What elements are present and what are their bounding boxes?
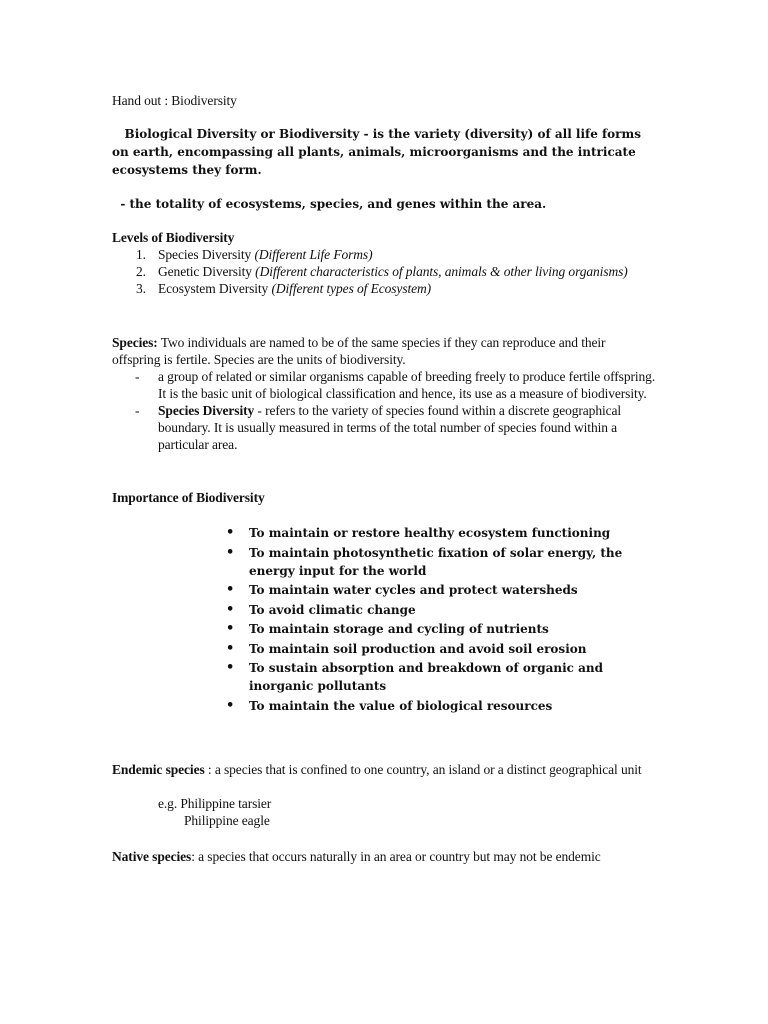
importance-item: To avoid climatic change: [249, 602, 416, 617]
importance-heading: Importance of Biodiversity: [112, 490, 265, 505]
level-name: Genetic Diversity: [158, 264, 256, 279]
example-eagle: Philippine eagle: [184, 813, 270, 828]
list-dash: -: [135, 403, 140, 418]
importance-item: To maintain the value of biological resources: [249, 698, 553, 713]
level-desc: (Different types of Ecosystem): [271, 281, 432, 296]
species-bullet-text: - refers to the variety of species found within a discrete geographical boundary. It is usually measured in terms of the total number of species found within a particular area.: [158, 403, 622, 452]
list-item: [112, 368, 657, 402]
level-name: Species Diversity: [158, 247, 255, 262]
list-item: [226, 581, 666, 599]
level-desc: (Different Life Forms): [254, 247, 373, 262]
example-tarsier: e.g. Philippine tarsier: [158, 796, 272, 811]
importance-item: To maintain or restore healthy ecosystem functioning: [249, 526, 611, 540]
bullet-icon: •: [226, 660, 235, 675]
totality-text: - the totality of ecosystems, species, and genes within the area.: [120, 197, 547, 211]
bullet-icon: •: [226, 621, 235, 636]
species-list: [112, 368, 657, 453]
level-name: Ecosystem Diversity: [158, 281, 272, 296]
bullet-icon: •: [226, 525, 235, 540]
totality-line: [112, 195, 657, 213]
biodiversity-definition: [112, 125, 657, 179]
list-item: [112, 246, 657, 263]
list-item: [226, 544, 666, 580]
endemic-term: Endemic species: [112, 762, 205, 777]
importance-item: To maintain soil production and avoid soil erosion: [249, 641, 587, 656]
list-item: [226, 524, 666, 542]
endemic-paragraph: [112, 761, 657, 778]
bullet-icon: •: [226, 582, 235, 597]
bullet-icon: •: [226, 697, 235, 713]
list-item: [112, 402, 657, 453]
importance-item: To maintain photosynthetic fixation of solar energy, the energy input for the world: [249, 545, 623, 578]
species-paragraph: [112, 334, 657, 368]
handout-title: Hand out : Biodiversity: [112, 93, 237, 108]
definition-term: Biological Diversity or Biodiversity: [124, 127, 360, 141]
species-bullet-text: a group of related or similar organisms capable of breeding freely to produce fertile offspring. It is the basic unit of biological classification and hence, its use as a measure of biodiversity.: [158, 369, 656, 401]
species-text: Two individuals are named to be of the same species if they can reproduce and their offspring is fertile. Species are the units of biodiversity.: [112, 335, 606, 367]
importance-item: To sustain absorption and breakdown of organic and inorganic pollutants: [249, 661, 604, 693]
levels-heading: Levels of Biodiversity: [112, 230, 235, 245]
list-number: 3.: [136, 281, 146, 296]
native-paragraph: [112, 848, 657, 865]
list-dash: -: [135, 369, 140, 384]
list-item: [112, 263, 657, 280]
species-term: Species:: [112, 335, 158, 350]
list-item: [226, 640, 666, 658]
endemic-text: : a species that is confined to one country, an island or a distinct geographical unit: [204, 762, 642, 777]
native-term: Native species: [112, 849, 192, 864]
importance-list: [226, 524, 666, 716]
list-item: [226, 601, 666, 619]
species-diversity-term: Species Diversity: [158, 403, 255, 418]
list-number: 2.: [136, 264, 146, 279]
bullet-icon: •: [226, 640, 235, 656]
bullet-icon: •: [226, 601, 235, 617]
native-text: : a species that occurs naturally in an area or country but may not be endemic: [191, 849, 601, 864]
list-item: [226, 659, 666, 695]
importance-item: To maintain storage and cycling of nutrients: [249, 622, 549, 636]
level-desc: (Different characteristics of plants, animals & other living organisms): [255, 264, 628, 279]
levels-list: [112, 246, 657, 297]
list-item: [112, 280, 657, 297]
bullet-icon: •: [226, 544, 235, 560]
importance-item: To maintain water cycles and protect watersheds: [249, 583, 578, 597]
list-item: [226, 620, 666, 638]
definition-text: - is the variety (diversity) of all life forms on earth, encompassing all plants, animals, microorganisms and the intricate ecosystems they form.: [112, 127, 641, 177]
list-item: [226, 697, 666, 715]
list-number: 1.: [136, 247, 146, 262]
